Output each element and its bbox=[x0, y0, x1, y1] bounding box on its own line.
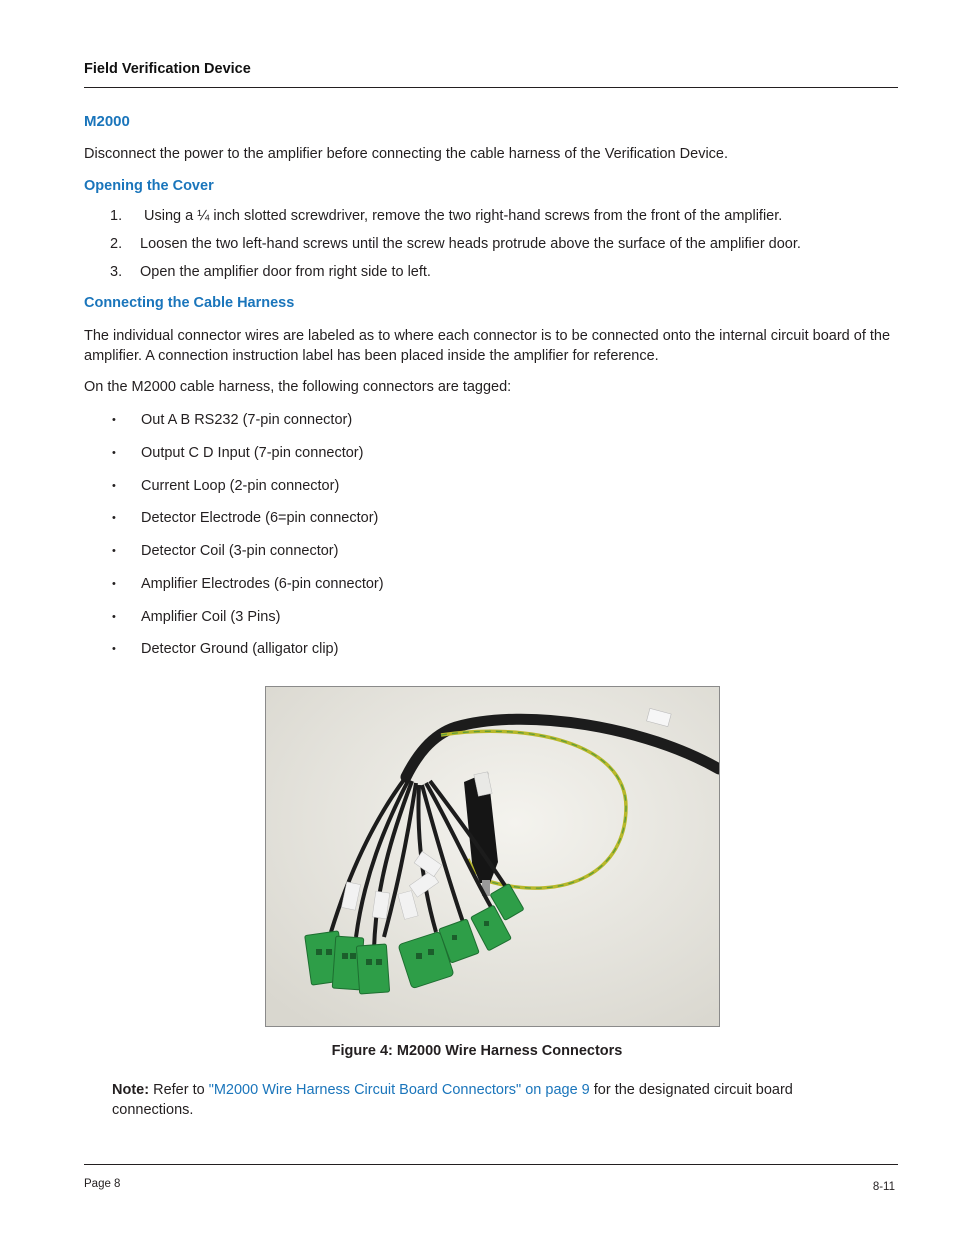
harness-tag-intro: On the M2000 cable harness, the following connectors are tagged: bbox=[84, 379, 512, 395]
list-item bbox=[112, 609, 280, 625]
section-title: M2000 bbox=[84, 113, 130, 130]
list-item-text: Amplifier Coil (3 Pins) bbox=[141, 609, 281, 625]
bullet-icon: • bbox=[112, 578, 116, 590]
list-item bbox=[112, 478, 339, 494]
footer-rule bbox=[84, 1164, 898, 1165]
list-item-text: Output C D Input (7-pin connector) bbox=[141, 445, 364, 461]
cable-harness-heading: Connecting the Cable Harness bbox=[84, 295, 295, 311]
note-label: Note: bbox=[112, 1082, 150, 1098]
step-number: 2. bbox=[110, 236, 123, 252]
bullet-icon: • bbox=[112, 414, 116, 426]
step-text: Using a ¼ inch slotted screwdriver, remove the two right-hand screws from the front of the amplifier. bbox=[140, 208, 783, 224]
note-post-text: for the designated circuit board connections. bbox=[112, 1082, 793, 1118]
list-item-text: Current Loop (2-pin connector) bbox=[141, 478, 340, 494]
footer-page-number: 8-11 bbox=[872, 1181, 895, 1193]
list-item bbox=[112, 412, 352, 428]
opening-cover-heading: Opening the Cover bbox=[84, 178, 214, 194]
section-intro: Disconnect the power to the amplifier before connecting the cable harness of the Verification Device. bbox=[84, 146, 729, 162]
step-number: 3. bbox=[110, 264, 123, 280]
note-paragraph bbox=[112, 1081, 832, 1120]
bullet-icon: • bbox=[112, 512, 116, 524]
step-item bbox=[110, 264, 431, 280]
bullet-icon: • bbox=[112, 545, 116, 557]
list-item bbox=[112, 510, 378, 526]
running-header-title: Field Verification Device bbox=[84, 61, 251, 77]
step-text: Open the amplifier door from right side to left. bbox=[140, 264, 431, 280]
bullet-icon: • bbox=[112, 611, 116, 623]
wire-harness-photo bbox=[265, 686, 720, 1027]
bullet-icon: • bbox=[112, 447, 116, 459]
step-item bbox=[110, 208, 782, 224]
harness-paragraph: The individual connector wires are labeled as to where each connector is to be connected onto the internal circuit board of the amplifier. A connection instruction label has been placed inside the amplifier for reference. bbox=[84, 328, 891, 364]
note-pre-text: Refer to bbox=[149, 1082, 209, 1098]
list-item bbox=[112, 445, 363, 461]
figure-caption: Figure 4: M2000 Wire Harness Connectors bbox=[331, 1043, 623, 1059]
list-item bbox=[112, 641, 338, 657]
list-item-text: Amplifier Electrodes (6-pin connector) bbox=[141, 576, 384, 592]
cross-reference-link[interactable]: "M2000 Wire Harness Circuit Board Connectors" on page 9 bbox=[208, 1082, 590, 1098]
step-item bbox=[110, 236, 801, 252]
list-item-text: Detector Ground (alligator clip) bbox=[141, 641, 339, 657]
wire-harness-illustration bbox=[266, 687, 719, 1026]
list-item-text: Detector Coil (3-pin connector) bbox=[141, 543, 339, 559]
header-rule bbox=[84, 87, 898, 88]
list-item-text: Detector Electrode (6=pin connector) bbox=[141, 510, 379, 526]
list-item bbox=[112, 543, 338, 559]
list-item bbox=[112, 576, 384, 592]
step-number: 1. bbox=[110, 208, 123, 224]
footer-page-label: Page 8 bbox=[84, 1178, 121, 1190]
bullet-icon: • bbox=[112, 643, 116, 655]
list-item-text: Out A B RS232 (7-pin connector) bbox=[141, 412, 353, 428]
bullet-icon: • bbox=[112, 480, 116, 492]
step-text: Loosen the two left-hand screws until the screw heads protrude above the surface of the amplifier door. bbox=[140, 236, 801, 252]
